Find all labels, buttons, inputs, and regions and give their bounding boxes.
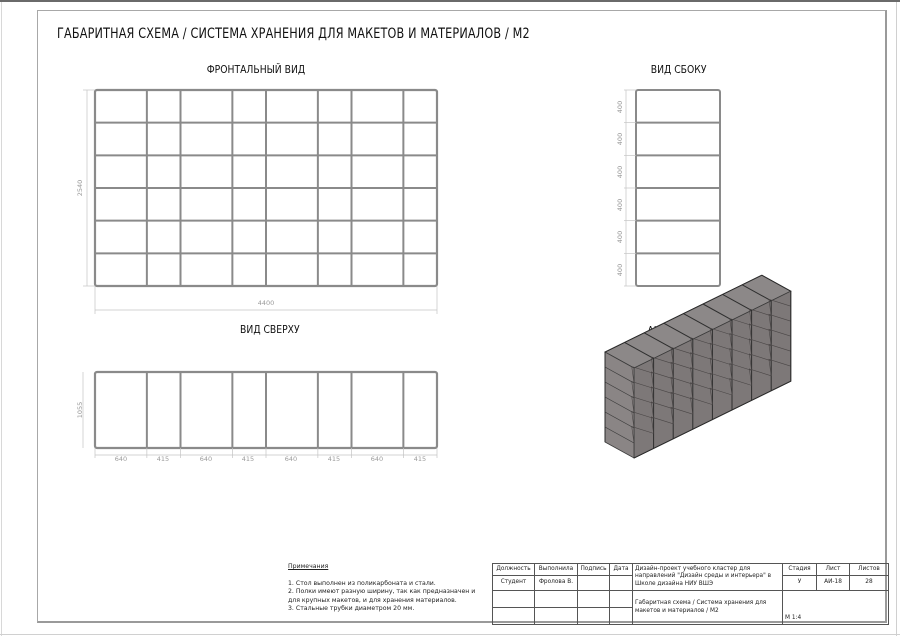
notes-block	[288, 563, 488, 614]
top-col-dim: 640	[199, 455, 213, 463]
side-shelf-dim: 400	[616, 263, 624, 277]
top-col-dim: 640	[284, 455, 298, 463]
title-block	[492, 563, 888, 624]
axonometry-view	[605, 275, 791, 458]
tb-empty-cell	[493, 608, 535, 625]
tb-empty-cell	[493, 591, 535, 608]
tb-header-date: Дата	[610, 564, 633, 576]
tb-date-value	[610, 576, 633, 591]
tb-signature-value	[578, 576, 610, 591]
note-item: 3. Стальные трубки диаметром 20 мм.	[288, 605, 415, 613]
notes-heading: Примечания	[288, 563, 329, 570]
top-view	[83, 372, 437, 458]
tb-header-sheet: Лист	[817, 564, 850, 576]
top-col-dim: 415	[413, 455, 427, 463]
front-height-dim: 2540	[76, 179, 84, 197]
tb-scale: М 1:4	[783, 591, 889, 625]
sheet-title: ГАБАРИТНАЯ СХЕМА / СИСТЕМА ХРАНЕНИЯ ДЛЯ МАКЕТОВ И МАТЕРИАЛОВ / М2	[57, 26, 530, 42]
tb-empty-cell	[610, 608, 633, 625]
tb-header-position: Должность	[493, 564, 535, 576]
front-view-label: ФРОНТАЛЬНЫЙ ВИД	[206, 64, 306, 76]
tb-performed-value: Фролова В.	[535, 576, 578, 591]
top-depth-dim: 1055	[76, 401, 84, 419]
tb-header-stage: Стадия	[783, 564, 817, 576]
top-view-label: ВИД СВЕРХУ	[240, 324, 300, 336]
top-col-dim: 415	[327, 455, 341, 463]
side-shelf-dim: 400	[616, 230, 624, 244]
tb-header-performed: Выполнила	[535, 564, 578, 576]
tb-position-value: Студент	[493, 576, 535, 591]
tb-sheet-value: АИ-18	[817, 576, 850, 591]
side-view	[624, 90, 720, 286]
top-col-dim: 415	[156, 455, 170, 463]
top-col-dim: 640	[114, 455, 128, 463]
tb-empty-cell	[578, 591, 610, 608]
tb-project: Дизайн-проект учебного кластер для направлений "Дизайн среды и интерьера" в Школе дизайна НИУ ВШЭ	[633, 564, 783, 591]
side-shelf-dim: 400	[616, 132, 624, 146]
tb-empty-cell	[535, 591, 578, 608]
tb-empty-cell	[578, 608, 610, 625]
side-shelf-dim: 400	[616, 100, 624, 114]
top-col-dim: 640	[370, 455, 384, 463]
tb-drawing-name: Габаритная схема / Система хранения для макетов и материалов / М2	[633, 591, 783, 625]
tb-header-signature: Подпись	[578, 564, 610, 576]
tb-header-sheets: Листов	[850, 564, 889, 576]
front-width-dim: 4400	[257, 299, 275, 307]
side-shelf-dim: 400	[616, 165, 624, 179]
top-col-dim: 415	[241, 455, 255, 463]
tb-empty-cell	[535, 608, 578, 625]
note-item: 1. Стол выполнен из поликарбоната и стали.	[288, 579, 436, 587]
tb-stage-value: У	[783, 576, 817, 591]
front-view	[83, 90, 437, 314]
note-item: 2. Полки имеют разную ширину, так как предназначен и для крупных макетов, и для хранения материалов.	[288, 588, 476, 604]
tb-empty-cell	[610, 591, 633, 608]
side-view-label: ВИД СБОКУ	[650, 64, 707, 76]
side-shelf-dim: 400	[616, 198, 624, 212]
tb-sheets-value: 28	[850, 576, 889, 591]
